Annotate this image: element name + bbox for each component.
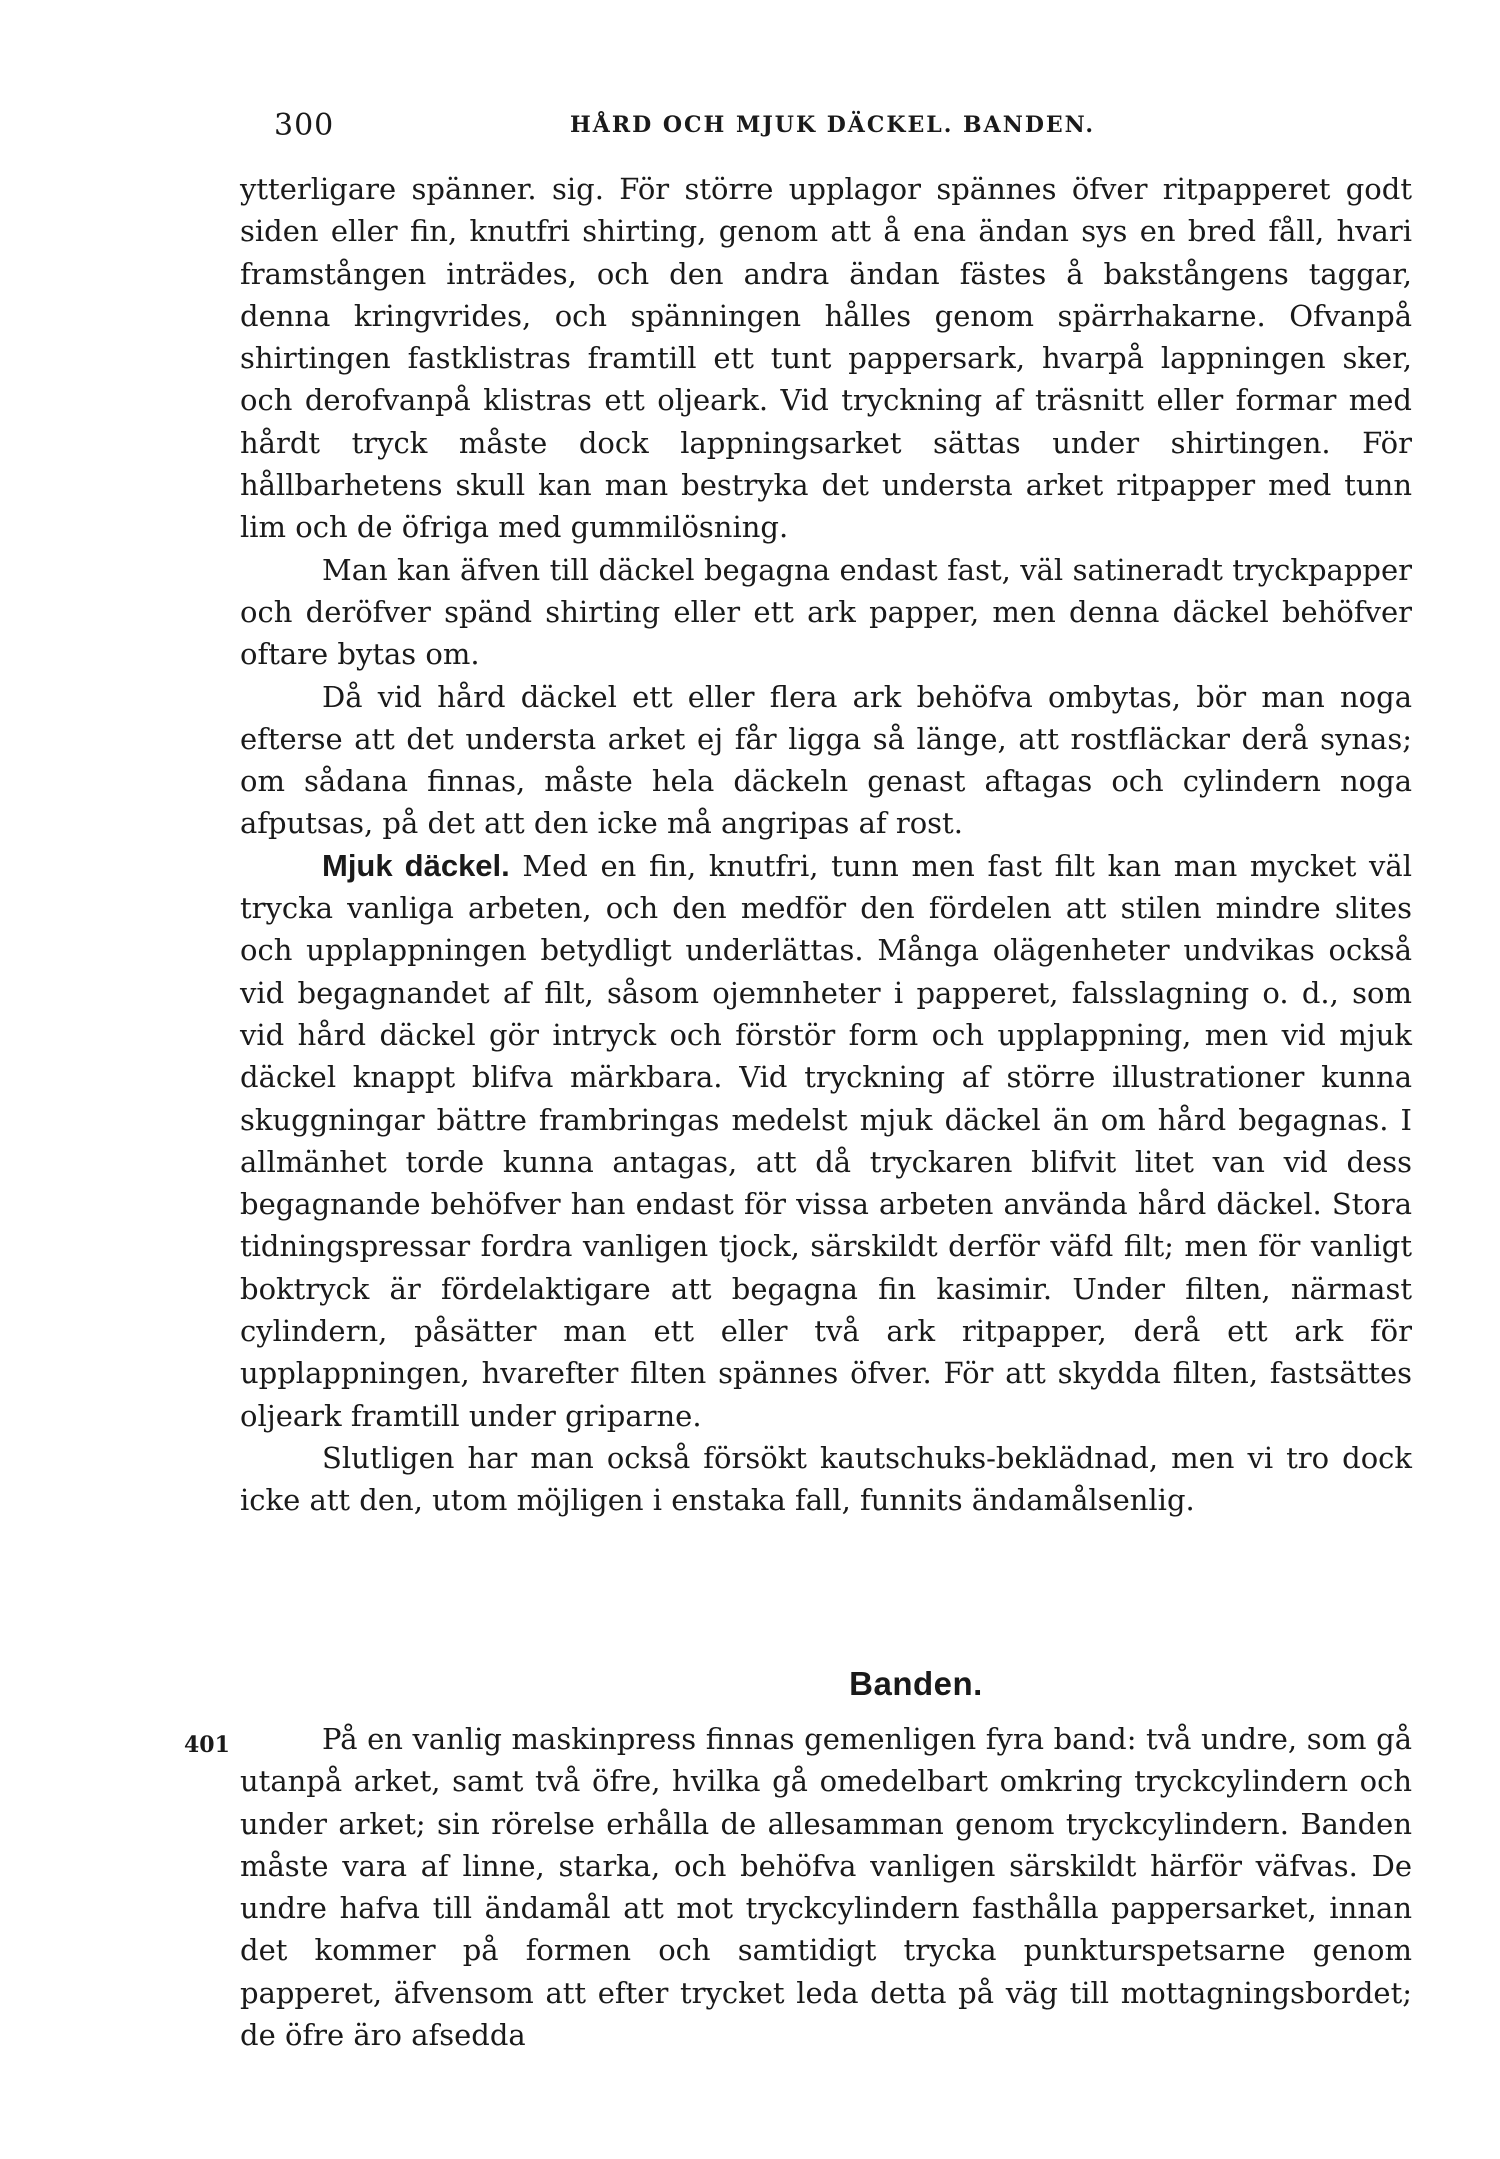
body-text: [240, 168, 1412, 1522]
paragraph-continued: ytterligare spänner. sig. För större upplagor spännes öfver ritpapperet godt siden eller fin, knutfri shirting, genom att å ena ändan sys en bred fåll, hvari framstången inträdes, och den andra ändan fästes å bakstångens taggar, denna kringvrides, och spänningen hålles genom spärrhakarne. Ofvanpå shirtingen fastklistras framtill ett tunt pappersark, hvarpå lappningen sker, och derofvanpå klistras ett oljeark. Vid tryckning af träsnitt eller formar med hårdt tryck måste dock lappningsarket sättas under shirtingen. För hållbarhetens skull kan man bestryka det understa arket ritpapper med tunn lim och de öfriga med gummilösning.: [240, 172, 1412, 545]
page-number: 300: [274, 108, 335, 143]
section-heading-text: Banden.: [849, 1665, 983, 1702]
run-in-heading: Mjuk däckel.: [322, 847, 510, 883]
paragraph-banden: På en vanlig maskinpress finnas gemenligen fyra band: två undre, som gå utanpå arket, samt två öfre, hvilka gå omedelbart omkring tryckcylindern och under arket; sin rörelse erhålla de allesamman genom tryckcylindern. Banden måste vara af linne, starka, och behöfva vanligen särskildt härför väfvas. De undre hafva till ändamål att mot tryckcylindern fasthålla pappersarket, innan det kommer på formen och samtidigt trycka punkturspetsarne genom papperet, äfvensom att efter trycket leda detta på väg till mottagningsbordet; de öfre äro afsedda: [240, 1722, 1412, 2053]
paragraph-mjuk-dackel-text: Med en fin, knutfri, tunn men fast filt kan man mycket väl trycka vanliga arbeten, och den medför den fördelen att stilen mindre slites och upplappningen betydligt underlättas. Många olägenheter undvikas också vid begagnandet af filt, såsom ojemnheter i papperet, falsslagning o. d., som vid hård däckel gör intryck och förstör form och upplappning, men vid mjuk däckel knappt blifva märkbara. Vid tryckning af större illustrationer kunna skuggningar bättre frambringas medelst mjuk däckel än om hård begagnas. I allmänhet torde kunna antagas, att då tryckaren blifvit litet van vid dess begagnande behöfver han endast för vissa arbeten använda hård däckel. Stora tidningspressar fordra vanligen tjock, särskildt derför väfd filt; men för vanligt boktryck är fördelaktigare att begagna fin kasimir. Under filten, närmast cylindern, påsätter man ett eller två ark ritpapper, derå ett ark för upplappningen, hvarefter filten spännes öfver. För att skydda filten, fastsättes oljeark framtill under griparne.: [240, 848, 1412, 1433]
section-heading: [240, 1665, 1412, 1703]
running-title: HÅRD OCH MJUK DÄCKEL. BANDEN.: [570, 112, 1096, 138]
paragraph-mjuk-dackel: [240, 845, 1412, 1437]
paragraph-kautschuk: Slutligen har man också försökt kautschuks-beklädnad, men vi tro dock icke att den, utom möjligen i enstaka fall, funnits ändamålsenlig.: [240, 1440, 1412, 1518]
marginal-section-number: 401: [184, 1732, 230, 1758]
section-body: [240, 1718, 1412, 2056]
paragraph-hard-dackel: Då vid hård däckel ett eller flera ark behöfva ombytas, bör man noga efterse att det understa arket ej får ligga så länge, att rostfläckar derå synas; om sådana finnas, måste hela däckeln genast aftagas och cylindern noga afputsas, på det att den icke må angripas af rost.: [240, 679, 1412, 841]
paragraph-fast-dackel: Man kan äfven till däckel begagna endast fast, väl satineradt tryckpapper och deröfver spänd shirting eller ett ark papper, men denna däckel behöfver oftare bytas om.: [240, 552, 1412, 672]
page-header: [240, 108, 1412, 148]
